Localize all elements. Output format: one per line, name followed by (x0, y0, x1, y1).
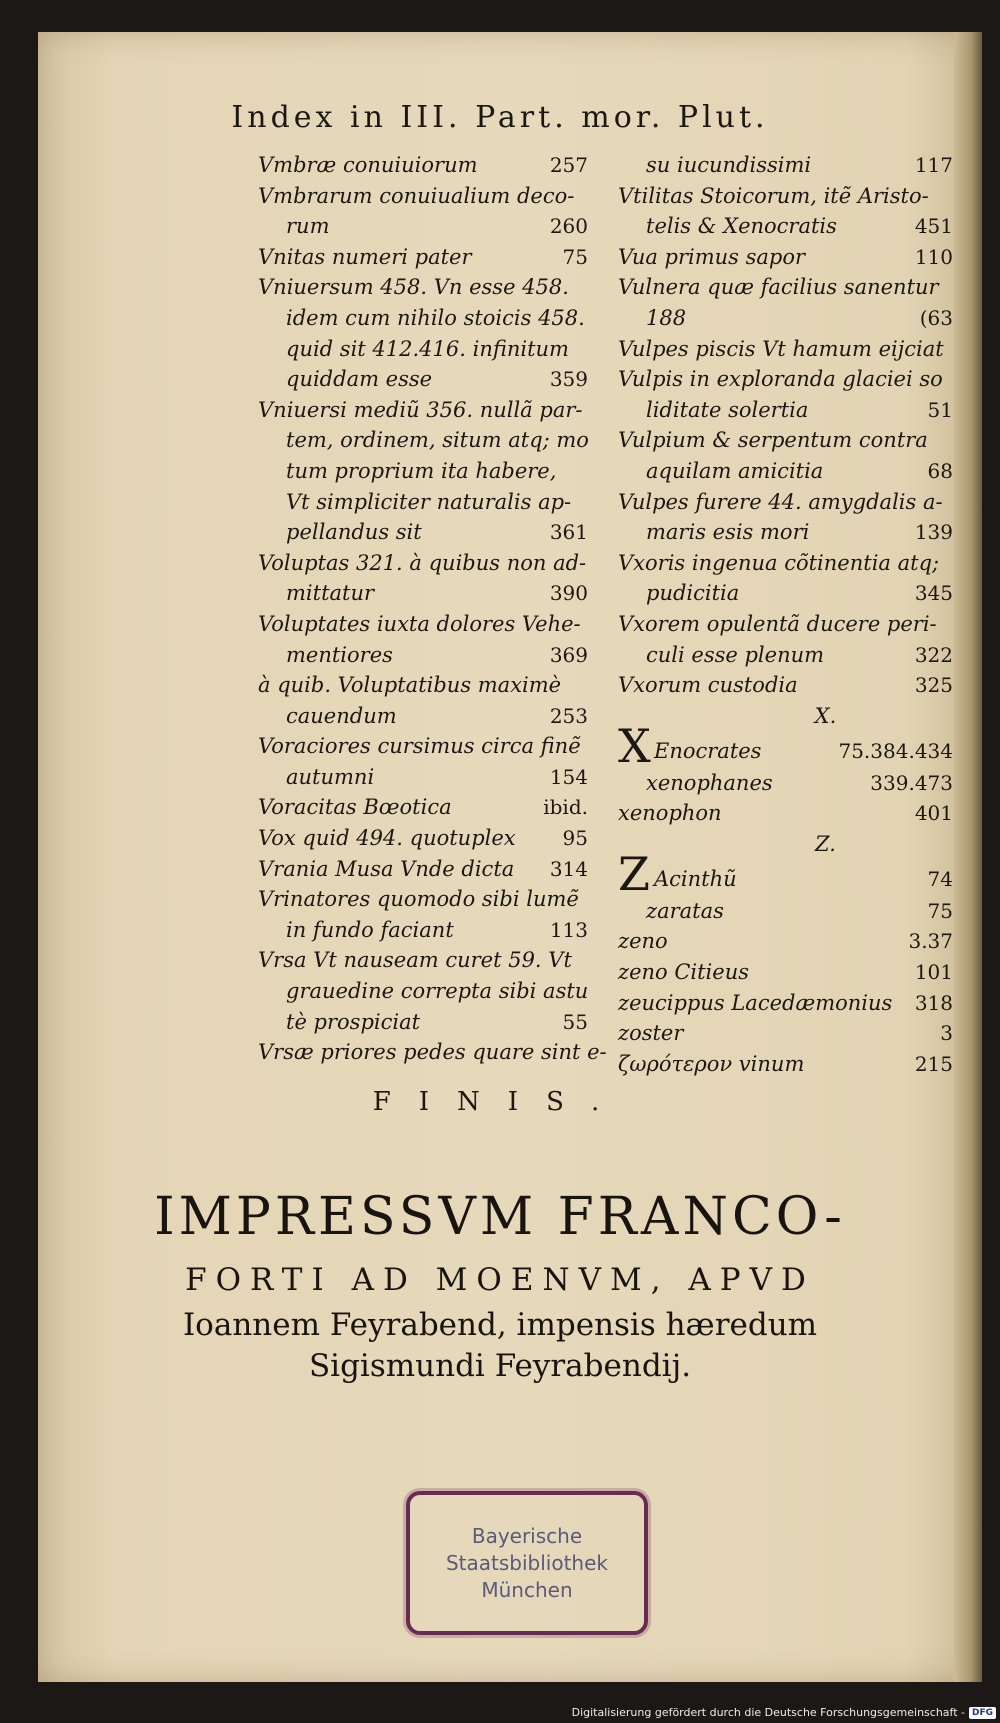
index-entry: à quib. Voluptatibus maximè (258, 673, 562, 698)
initial-x: X (618, 718, 651, 773)
index-entry: mentiores 369 (286, 642, 588, 667)
index-entry: Vulpes furere 44. amygdalis a- (618, 489, 943, 514)
index-entry: quiddam esse 359 (286, 367, 588, 392)
index-entry: Vrania Musa Vnde dicta 314 (258, 856, 588, 881)
index-entry: Voraciores cursimus circa finẽ (258, 734, 581, 759)
stamp-line-3: München (481, 1577, 573, 1602)
library-stamp (406, 1491, 648, 1635)
index-entry: Vniuersi mediũ 356. nullã par- (258, 397, 583, 422)
index-entry: Vulpis in exploranda glaciei so (618, 367, 943, 392)
index-entry: Vtilitas Stoicorum, itẽ Aristo- (618, 183, 929, 208)
index-entry: grauedine correpta sibi astu (286, 979, 589, 1004)
page-edge (954, 32, 982, 1682)
index-entry: Vulpium & serpentum contra (618, 428, 928, 453)
index-entry: quid sit 412.416. infinitum (286, 336, 569, 361)
initial-z: Z (618, 846, 650, 901)
index-entry: mittatur 390 (286, 581, 588, 606)
index-entry: Vxoris ingenua cõtinentia atq; (618, 550, 940, 575)
index-entry: cauendum 253 (286, 703, 588, 728)
letter-z-heading: Z. (815, 831, 836, 856)
stamp-line-1: Bayerische (471, 1523, 583, 1548)
index-entry: Vmbrarum conuiualium deco- (258, 183, 575, 208)
index-entry: xenophon 401 (618, 801, 953, 826)
footer-text: Digitalisierung gefördert durch die Deutsche Forschungsgemeinschaft - (571, 1706, 965, 1719)
index-entry: ζωρότερον vinum 215 (618, 1051, 953, 1076)
index-entry: zoster 3 (618, 1021, 953, 1046)
index-entry: Vulnera quæ facilius sanentur (618, 275, 939, 300)
index-entry: xenophanes 339.473 (646, 770, 953, 795)
index-entry: pellandus sit 361 (286, 520, 588, 545)
index-entry: aquilam amicitia 68 (646, 458, 953, 483)
index-entry: Z Acinthũ 74 (618, 846, 953, 901)
imprint-line-4: Sigismundi Feyrabendij. (308, 1348, 692, 1384)
index-entry: maris esis mori 139 (646, 520, 953, 545)
index-column-right (618, 150, 953, 1079)
index-entry: Vmbræ conuiuiorum 257 (258, 153, 588, 177)
index-entry: Voluptas 321. à quibus non ad- (258, 550, 587, 575)
index-entry: zeucippus Lacedæmonius 318 (618, 990, 953, 1015)
index-entry: Vxorum custodia 325 (618, 673, 953, 698)
index-entry: Voracitas Bœotica ibid. (258, 795, 588, 820)
index-entry: 188 (63 (646, 305, 953, 330)
index-entry: rum 260 (286, 214, 588, 239)
index-entry: Vulpes piscis Vt hamum eijciat (618, 336, 944, 361)
index-entry: Vnitas numeri pater 75 (258, 244, 588, 269)
index-entry: idem cum nihilo stoicis 458. (286, 305, 585, 330)
index-entry: Vrsa Vt nauseam curet 59. Vt (258, 948, 572, 973)
index-entry: telis & Xenocratis 451 (646, 214, 953, 239)
index-entry: su iucundissimi 117 (646, 153, 953, 177)
index-entry: tem, ordinem, situm atq; mo (286, 428, 589, 453)
index-entry: zaratas 75 (646, 898, 953, 923)
index-entry: Vt simpliciter naturalis ap- (286, 489, 572, 514)
running-head: Index in III. Part. mor. Plut. (231, 100, 769, 135)
imprint-line-2: FORTI AD MOENVM, APVD (185, 1262, 815, 1298)
index-column-left (258, 150, 607, 1068)
index-entry: Vox quid 494. quotuplex 95 (258, 826, 588, 851)
dfg-logo-icon: DFG (969, 1707, 996, 1719)
finis-text: FINIS. (372, 1087, 628, 1117)
index-entry: Vrinatores quomodo sibi lumẽ (258, 887, 579, 912)
index-entry: Voluptates iuxta dolores Vehe- (258, 611, 581, 636)
index-entry: pudicitia 345 (646, 581, 953, 606)
index-entry: Vua primus sapor 110 (618, 244, 953, 269)
index-entry: X Enocrates 75.384.434 (618, 718, 953, 773)
index-entry: tè prospiciat 55 (286, 1009, 588, 1034)
digitization-footer (572, 1706, 996, 1719)
index-entry: Vxorem opulentã ducere peri- (618, 611, 937, 636)
index-entry: Vrsæ priores pedes quare sint e- (258, 1040, 607, 1065)
imprint-line-1: IMPRESSVM FRANCO- (154, 1187, 846, 1247)
index-entry: autumni 154 (286, 764, 588, 789)
index-entry: zeno Citieus 101 (618, 960, 953, 985)
letter-x-heading: X. (814, 703, 837, 728)
index-entry: tum proprium ita habere, (286, 458, 557, 483)
stamp-line-2: Staatsbibliothek (445, 1550, 608, 1575)
index-entry: liditate solertia 51 (646, 397, 953, 422)
index-entry: Vniuersum 458. Vn esse 458. (258, 275, 569, 300)
index-entry: in fundo faciant 113 (286, 917, 588, 942)
index-entry: culi esse plenum 322 (646, 642, 953, 667)
index-entry: zeno 3.37 (618, 929, 953, 954)
imprint-line-3: Ioannem Feyrabend, impensis hæredum (182, 1307, 818, 1343)
